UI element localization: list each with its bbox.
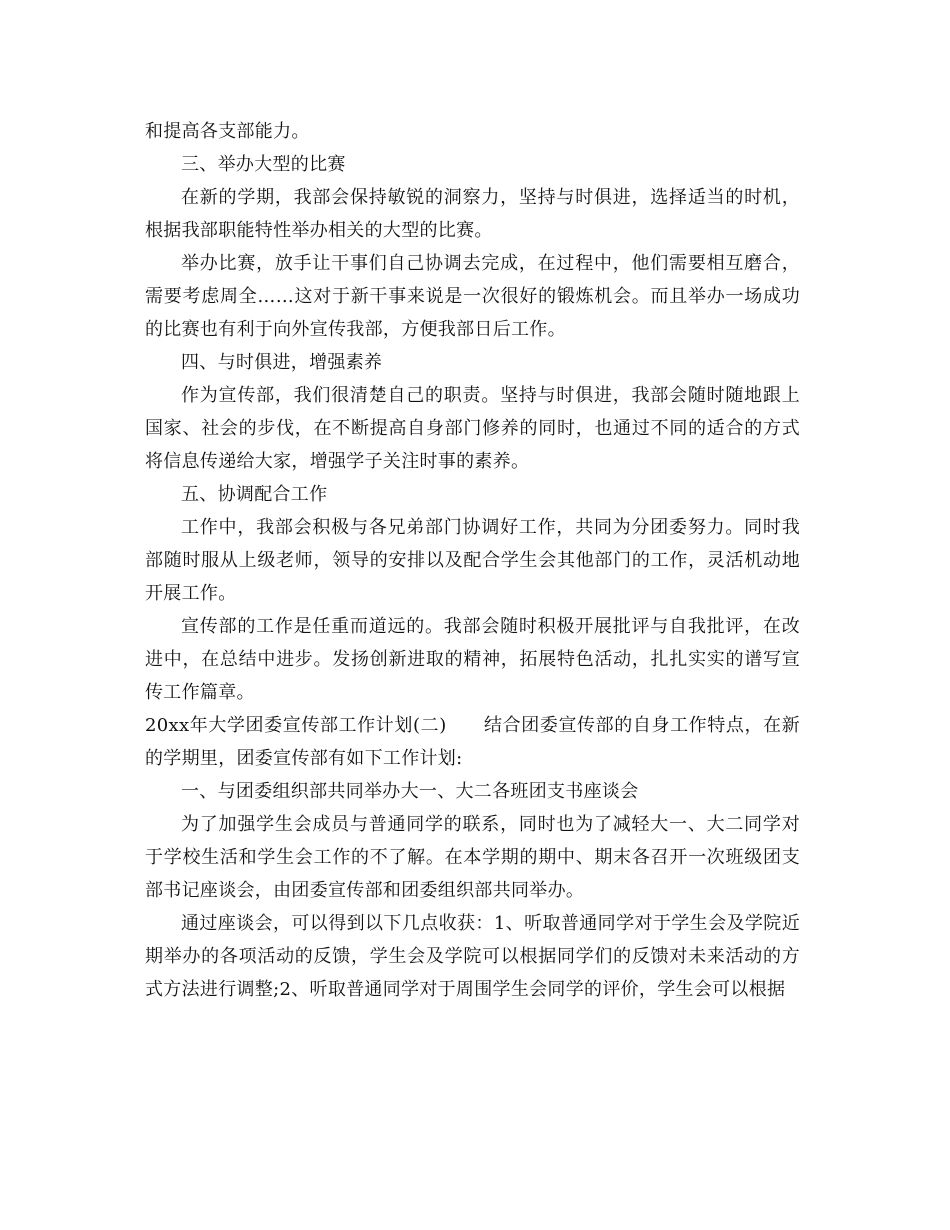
paragraph: 工作中，我部会积极与各兄弟部门协调好工作，共同为分团委努力。同时我部随时服从上级老师，领导的安排以及配合学生会其他部门的工作，灵活机动地开展工作。 <box>145 517 800 604</box>
paragraph-continuation: 和提高各支部能力。 <box>145 121 310 142</box>
section-heading-5: 五、协调配合工作 <box>181 484 328 505</box>
section-heading-1: 一、与团委组织部共同举办大一、大二各班团支书座谈会 <box>181 781 639 802</box>
paragraph: 作为宣传部，我们很清楚自己的职责。坚持与时俱进，我部会随时随地跟上国家、社会的步伐，在不断提高自身部门修养的同时，也通过不同的适合的方式将信息传递给大家，增强学子关注时事的素养。 <box>145 385 800 472</box>
section-heading-3: 三、举办大型的比赛 <box>181 154 346 175</box>
paragraph: 为了加强学生会成员与普通同学的联系，同时也为了减轻大一、大二同学对于学校生活和学生会工作的不了解。在本学期的期中、期末各召开一次班级团支部书记座谈会，由团委宣传部和团委组织部共同举办。 <box>145 814 800 901</box>
paragraph: 宣传部的工作是任重而道远的。我部会随时积极开展批评与自我批评，在改进中，在总结中进步。发扬创新进取的精神，拓展特色活动，扎扎实实的谱写宣传工作篇章。 <box>145 616 800 703</box>
plan-title-paragraph: 20xx年大学团委宣传部工作计划(二) 结合团委宣传部的自身工作特点，在新的学期里，团委宣传部有如下工作计划: <box>145 715 800 769</box>
section-heading-4: 四、与时俱进，增强素养 <box>181 352 383 373</box>
paragraph: 通过座谈会，可以得到以下几点收获：1、听取普通同学对于学生会及学院近期举办的各项活动的反馈，学生会及学院可以根据同学们的反馈对未来活动的方式方法进行调整;2、听取普通同学对于周围学生会同学的评价，学生会可以根据 <box>145 913 800 1000</box>
paragraph: 在新的学期，我部会保持敏锐的洞察力，坚持与时俱进，选择适当的时机，根据我部职能特性举办相关的大型的比赛。 <box>145 187 800 241</box>
paragraph: 举办比赛，放手让干事们自己协调去完成，在过程中，他们需要相互磨合，需要考虑周全……这对于新干事来说是一次很好的锻炼机会。而且举办一场成功的比赛也有利于向外宣传我部，方便我部日后工作。 <box>145 253 800 340</box>
